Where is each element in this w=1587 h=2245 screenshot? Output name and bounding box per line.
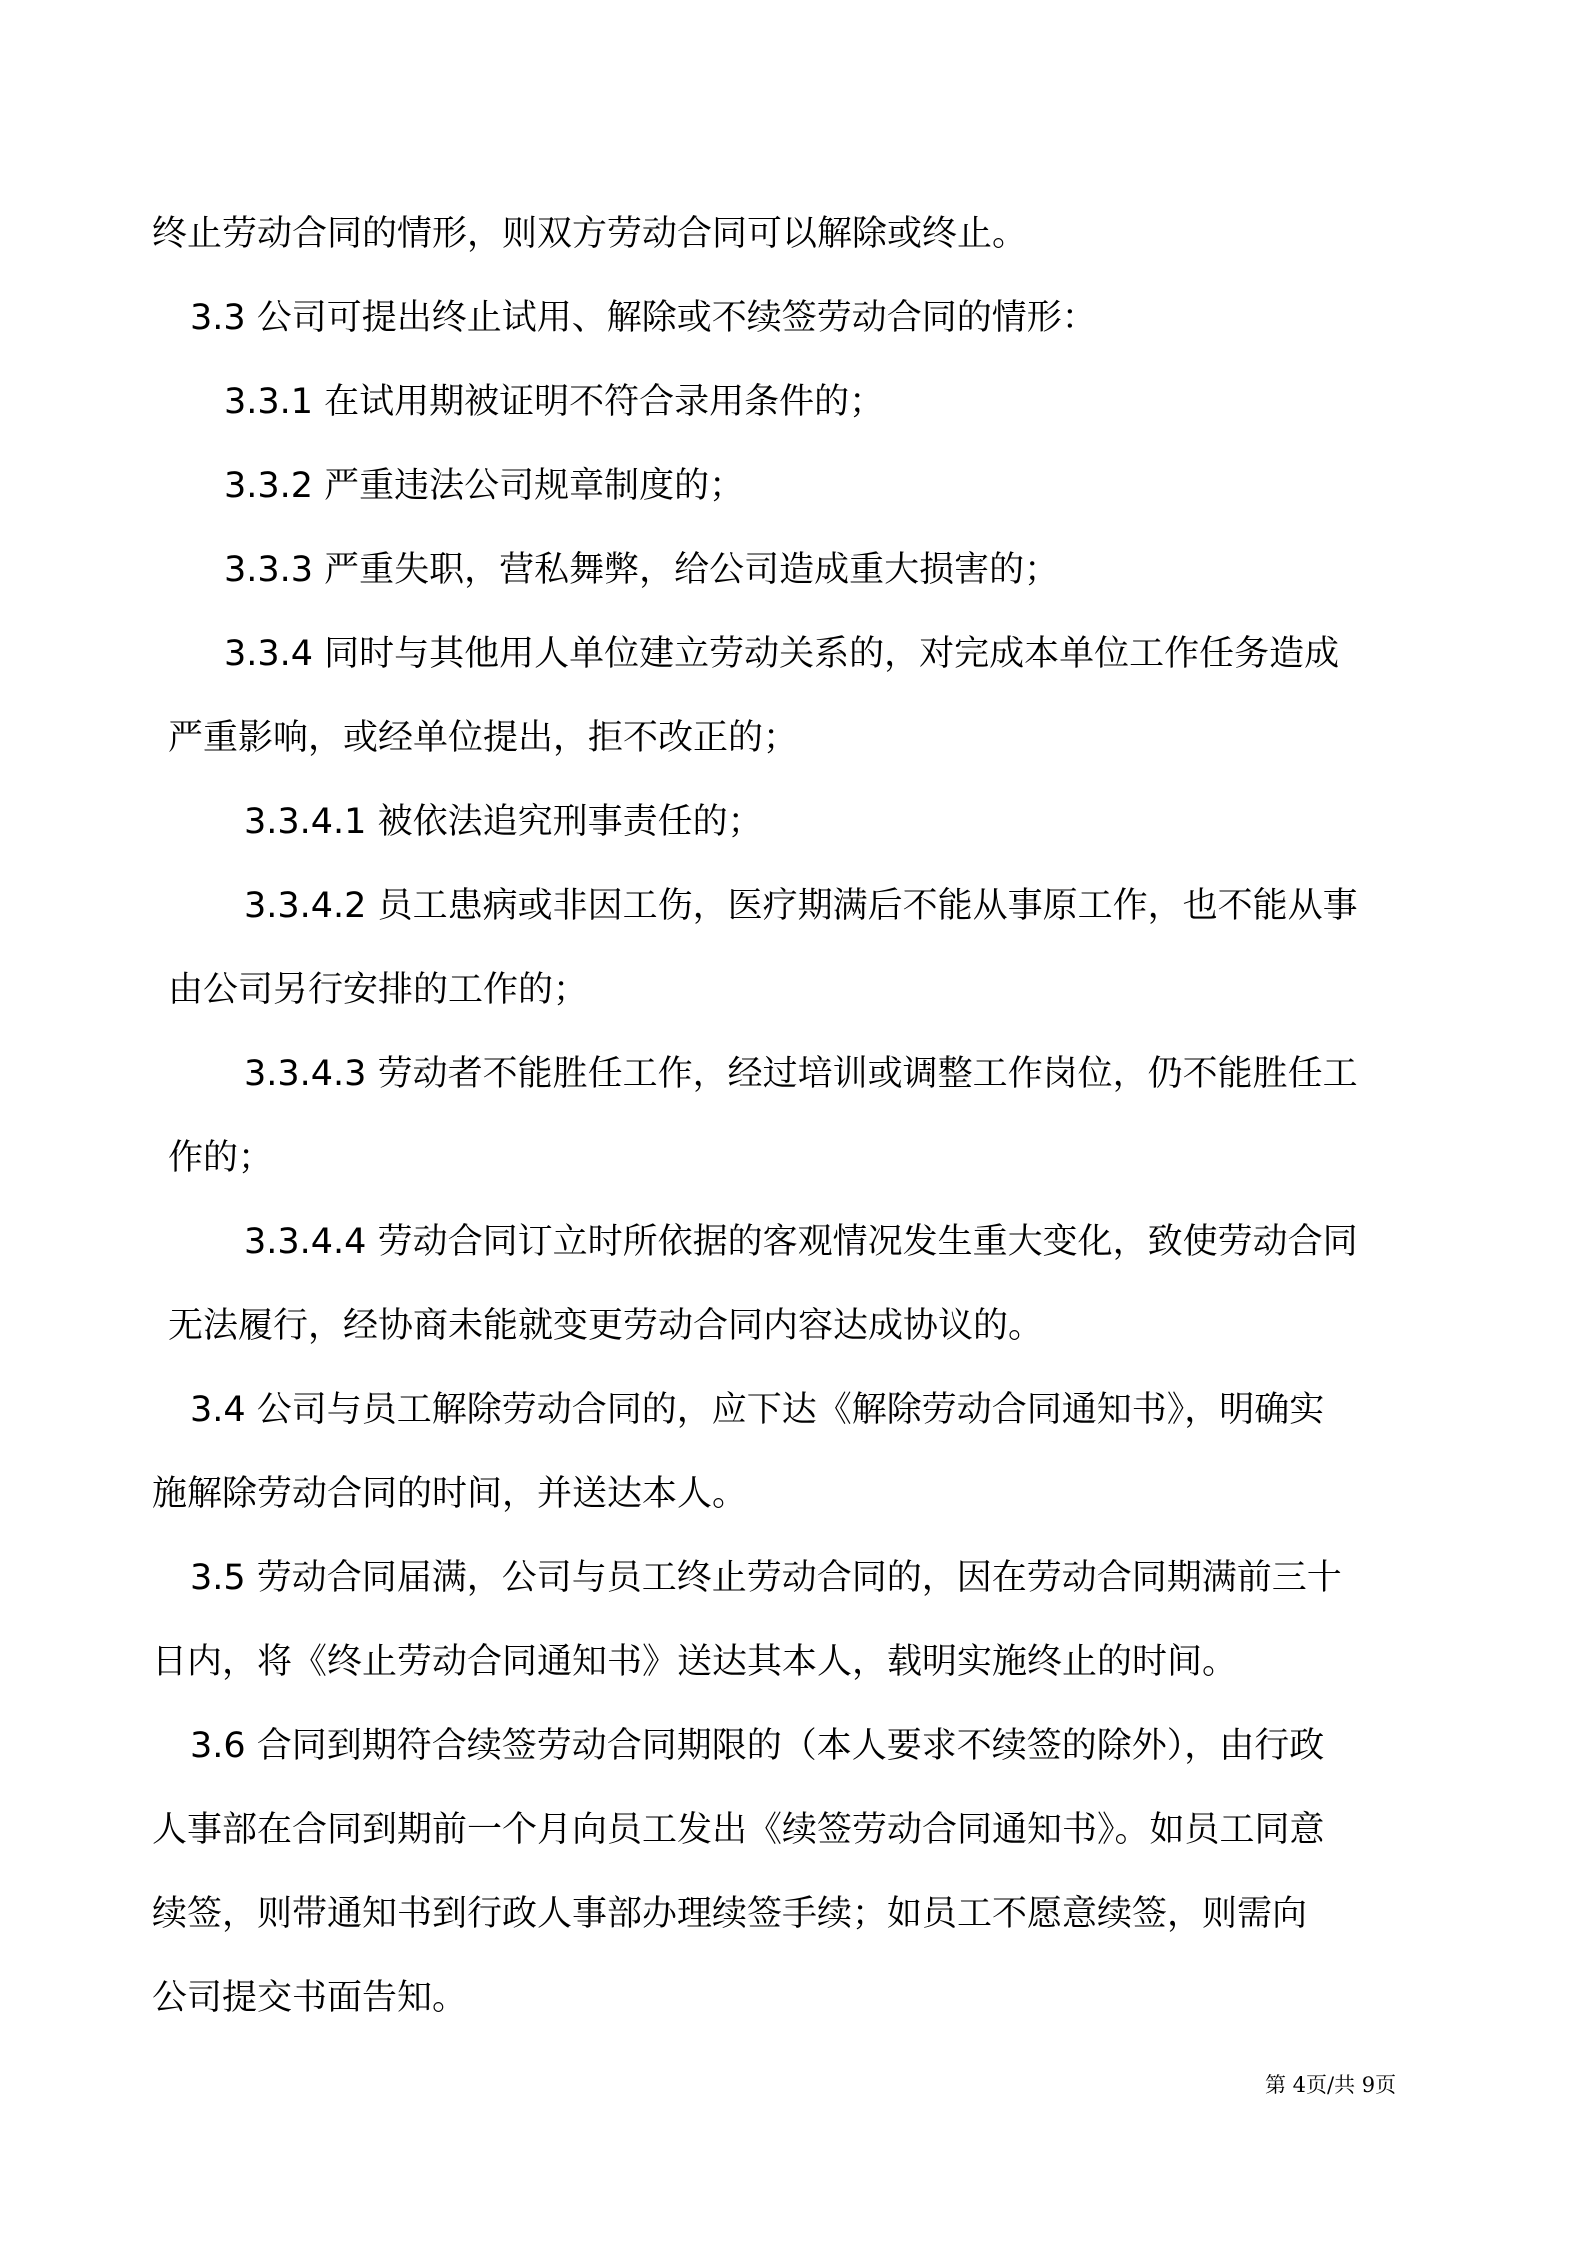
clause-3-3-4-2: 3.3.4.2 员工患病或非因工伤，医疗期满后不能从事原工作，也不能从事 (244, 886, 1358, 926)
text-line: 终止劳动合同的情形，则双方劳动合同可以解除或终止。 (152, 214, 1028, 254)
clause-3-3-4-3-continued: 作的； (168, 1138, 274, 1178)
section-3-5-continued: 日内，将《终止劳动合同通知书》送达其本人，载明实施终止的时间。 (152, 1642, 1238, 1682)
clause-3-3-4-4: 3.3.4.4 劳动合同订立时所依据的客观情况发生重大变化，致使劳动合同 (244, 1222, 1358, 1262)
clause-3-3-4-continued: 严重影响，或经单位提出，拒不改正的； (168, 718, 799, 758)
clause-3-3-2: 3.3.2 严重违法公司规章制度的； (224, 466, 745, 506)
section-3-4: 3.4 公司与员工解除劳动合同的，应下达《解除劳动合同通知书》，明确实 (190, 1390, 1325, 1430)
section-3-6-continued-2: 续签，则带通知书到行政人事部办理续签手续；如员工不愿意续签，则需向 (152, 1894, 1308, 1934)
clause-3-3-4-4-continued: 无法履行，经协商未能就变更劳动合同内容达成协议的。 (168, 1306, 1044, 1346)
clause-3-3-1: 3.3.1 在试用期被证明不符合录用条件的； (224, 382, 885, 422)
page-number: 第 4页/共 9页 (1265, 2073, 1397, 2097)
clause-3-3-4: 3.3.4 同时与其他用人单位建立劳动关系的，对完成本单位工作任务造成 (224, 634, 1340, 674)
section-3-5: 3.5 劳动合同届满，公司与员工终止劳动合同的，因在劳动合同期满前三十 (190, 1558, 1342, 1598)
section-3-3-heading: 3.3 公司可提出终止试用、解除或不续签劳动合同的情形： (190, 298, 1097, 338)
section-3-6-continued-1: 人事部在合同到期前一个月向员工发出《续签劳动合同通知书》。如员工同意 (152, 1810, 1325, 1850)
section-3-6: 3.6 合同到期符合续签劳动合同期限的（本人要求不续签的除外），由行政 (190, 1726, 1325, 1766)
section-3-4-continued: 施解除劳动合同的时间，并送达本人。 (152, 1474, 748, 1514)
clause-3-3-4-3: 3.3.4.3 劳动者不能胜任工作，经过培训或调整工作岗位，仍不能胜任工 (244, 1054, 1358, 1094)
clause-3-3-4-2-continued: 由公司另行安排的工作的； (168, 970, 589, 1010)
clause-3-3-4-1: 3.3.4.1 被依法追究刑事责任的； (244, 802, 763, 842)
clause-3-3-3: 3.3.3 严重失职，营私舞弊，给公司造成重大损害的； (224, 550, 1060, 590)
section-3-6-continued-3: 公司提交书面告知。 (152, 1978, 468, 2018)
